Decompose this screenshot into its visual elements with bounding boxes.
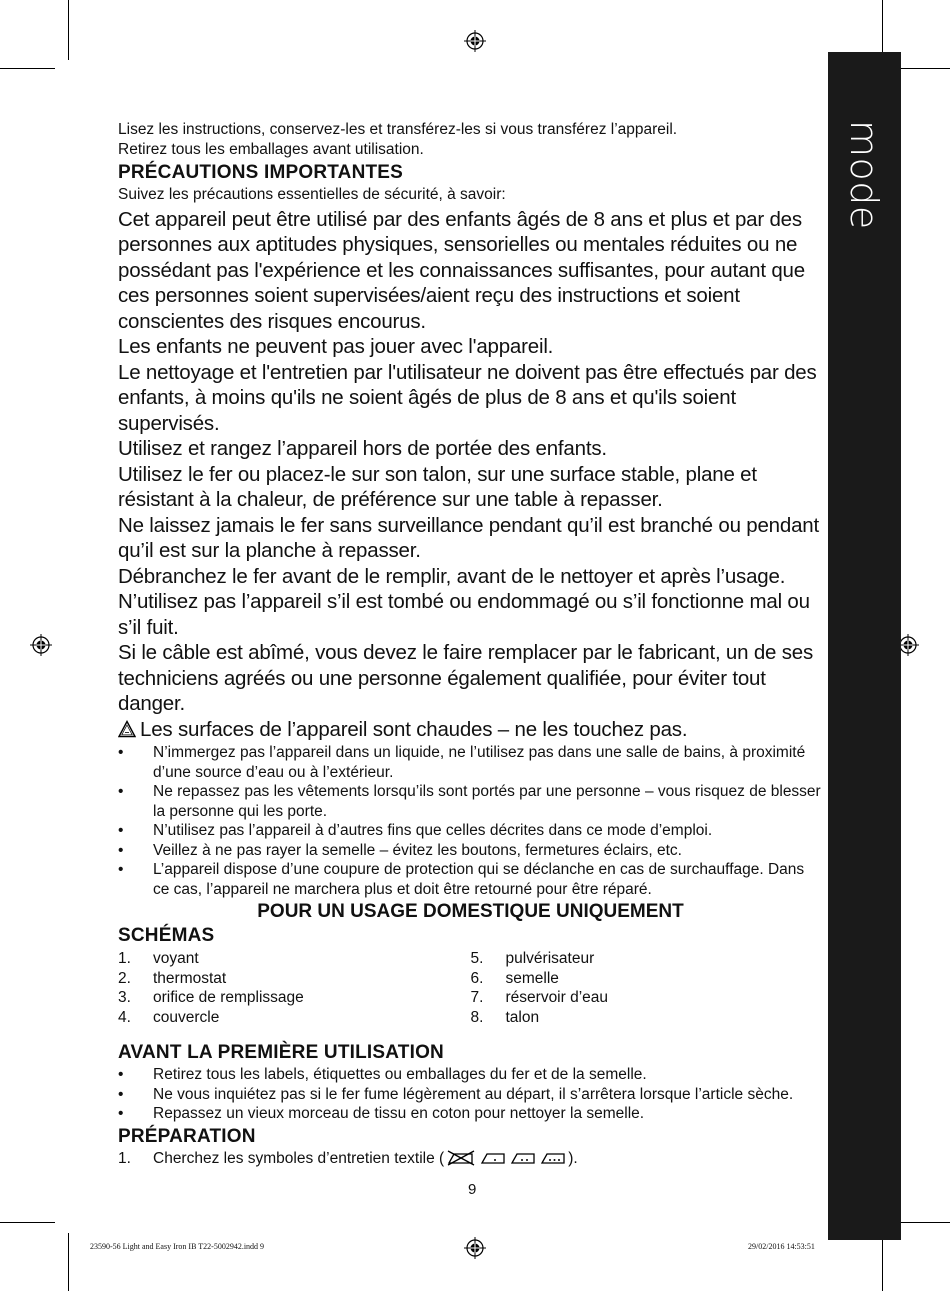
crop-mark	[882, 1233, 883, 1291]
precautions-heading: PRÉCAUTIONS IMPORTANTES	[118, 162, 404, 183]
list-item: 6. semelle	[470, 969, 559, 987]
hot-surface-warning	[118, 717, 823, 743]
intro-line: Lisez les instructions, conservez-les et transférez-les si vous transférez l’appareil.	[118, 121, 678, 138]
page-number: 9	[468, 1181, 477, 1198]
crop-mark	[895, 1222, 950, 1223]
crop-mark	[0, 68, 55, 69]
list-item: 8. talon	[470, 1008, 540, 1026]
crop-mark	[882, 0, 883, 60]
precaution-paragraph: Débranchez le fer avant de le remplir, avant de le nettoyer et après l’usage.	[118, 564, 786, 588]
precaution-paragraph: Utilisez le fer ou placez-le sur son talon, sur une surface stable, plane et résistant à la chaleur, de préférence sur une table à repasser.	[118, 462, 757, 511]
first-use-bullets	[118, 1065, 823, 1124]
precautions-lead: Suivez les précautions essentielles de sécurité, à savoir:	[118, 186, 506, 203]
list-item: 2. thermostat	[118, 969, 227, 987]
crop-mark	[0, 1222, 55, 1223]
preparation-heading: PRÉPARATION	[118, 1125, 256, 1147]
list-item: 3. orifice de remplissage	[118, 989, 304, 1006]
list-item: • Veillez à ne pas rayer la semelle – évitez les boutons, fermetures éclairs, etc.	[118, 841, 823, 861]
side-tab-label: mode d’emploi	[767, 120, 886, 290]
list-item: • N’utilisez pas l’appareil à d’autres fins que celles décrites dans ce mode d’emploi.	[118, 821, 823, 841]
iron-high-heat-icon	[540, 1150, 566, 1166]
list-item: 1. Cherchez les symboles d’entretien textile ( ).	[118, 1149, 578, 1167]
footer-timestamp: 29/02/2016 14:53:51	[748, 1242, 815, 1251]
list-item: 1. voyant	[118, 950, 199, 967]
schemas-left-column	[118, 949, 471, 1027]
registration-mark-icon	[464, 1237, 486, 1259]
precaution-bullets	[118, 743, 823, 899]
footer-file-info: 23590-56 Light and Easy Iron IB T22-5002942.indd 9	[90, 1242, 265, 1251]
list-item: • Retirez tous les labels, étiquettes ou emballages du fer et de la semelle.	[118, 1065, 823, 1085]
schemas-right-column	[471, 949, 824, 1027]
domestic-use-heading: POUR UN USAGE DOMESTIQUE UNIQUEMENT	[257, 901, 684, 922]
preparation-steps	[118, 1149, 823, 1169]
step-text: Cherchez les symboles d’entretien textile	[153, 1149, 435, 1167]
list-item: 4. couvercle	[118, 1008, 220, 1026]
iron-low-heat-icon	[480, 1150, 506, 1166]
precaution-paragraph: N’utilisez pas l’appareil s’il est tombé ou endommagé ou s’il fonctionne mal ou s’il fuit.	[118, 590, 810, 639]
main-content	[118, 120, 823, 1168]
list-item: • Ne repassez pas les vêtements lorsqu’ils sont portés par une personne – vous risquez de blesser la personne qui les porte.	[118, 782, 823, 821]
list-item: • L’appareil dispose d’une coupure de protection qui se déclanche en cas de surchauffage. Dans ce cas, l’appareil ne marchera plus et doit être retourné pour être réparé.	[118, 860, 823, 899]
precaution-paragraph: Si le câble est abîmé, vous devez le faire remplacer par le fabricant, un de ses techniciens agréés ou une personne également qualifiée, pour éviter tout danger.	[118, 641, 814, 715]
crop-mark	[68, 1233, 69, 1291]
list-item: 7. réservoir d’eau	[470, 989, 609, 1006]
schemas-heading: SCHÉMAS	[118, 925, 215, 946]
list-item: • N’immergez pas l’appareil dans un liquide, ne l’utilisez pas dans une salle de bains, à proximité d’une source d’eau ou à l’extérieur.	[118, 743, 823, 782]
intro-line: Retirez tous les emballages avant utilisation.	[118, 140, 424, 158]
precaution-paragraph: Les enfants ne peuvent pas jouer avec l'appareil.	[118, 335, 554, 358]
crop-mark	[68, 0, 69, 60]
registration-mark-icon	[464, 30, 486, 52]
crop-mark	[895, 68, 950, 69]
list-item: • Ne vous inquiétez pas si le fer fume légèrement au départ, il s’arrêtera lorsque l’article sèche.	[118, 1085, 823, 1105]
precaution-paragraph: Ne laissez jamais le fer sans surveillance pendant qu’il est branché ou pendant qu’il est sur la planche à repasser.	[118, 513, 819, 562]
no-iron-icon	[446, 1150, 476, 1166]
precaution-paragraph: Cet appareil peut être utilisé par des enfants âgés de 8 ans et plus et par des personnes aux aptitudes physiques, sensorielles ou mentales réduites ou ne possédant pas l'expérience et les connaissances suffisantes, pour autant que ces personnes soient supervisées/aient reçu des instructions et soient conscientes des risques encourus.	[118, 207, 805, 333]
iron-medium-heat-icon	[510, 1150, 536, 1166]
warning-triangle-icon	[118, 720, 136, 738]
precaution-paragraph: Le nettoyage et l'entretien par l'utilisateur ne doivent pas être effectués par des enfants, à moins qu'ils ne soient âgés de plus de 8 ans et qu'ils soient supervisés.	[118, 360, 817, 435]
list-item: 5. pulvérisateur	[470, 950, 595, 967]
list-item: • Repassez un vieux morceau de tissu en coton pour nettoyer la semelle.	[118, 1104, 823, 1124]
registration-mark-icon	[30, 634, 52, 656]
first-use-heading: AVANT LA PREMIÈRE UTILISATION	[118, 1042, 444, 1063]
schemas-list	[118, 949, 823, 1027]
hot-surface-text: Les surfaces de l’appareil sont chaudes – ne les touchez pas.	[140, 717, 688, 741]
precaution-paragraph: Utilisez et rangez l’appareil hors de portée des enfants.	[118, 437, 607, 460]
